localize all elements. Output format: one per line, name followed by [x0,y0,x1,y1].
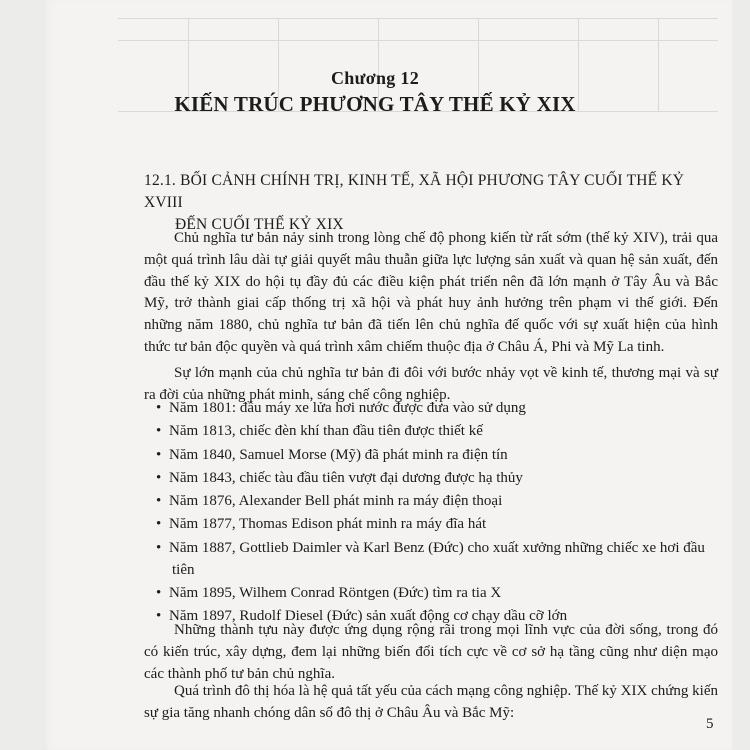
list-item [150,468,718,490]
list-item-text: Năm 1843, chiếc tàu đầu tiên vượt đại dương được hạ thủy [169,469,523,486]
list-item-text: Năm 1895, Wilhem Conrad Röntgen (Đức) tìm ra tia X [169,584,502,601]
list-item [150,398,718,420]
list-item-text: Năm 1887, Gottlieb Daimler và Karl Benz (Đức) cho xuất xưởng những chiếc xe hơi đầu tiên [169,539,705,578]
bullet-icon: • [156,493,162,510]
list-item [150,538,718,582]
bullet-icon: • [156,423,162,440]
bullet-icon: • [156,584,162,601]
list-item [150,491,718,513]
list-item-text: Năm 1897, Rudolf Diesel (Đức) sản xuất động cơ chạy dầu cỡ lớn [169,608,568,625]
paragraph-urbanization: Quá trình đô thị hóa là hệ quả tất yếu của cách mạng công nghiệp. Thế kỷ XIX chứng kiến sự gia tăng nhanh chóng dân số đô thị ở Châu Âu và Bắc Mỹ: [144,683,718,721]
list-item-text: Năm 1877, Thomas Edison phát minh ra máy đĩa hát [169,516,487,533]
bullet-icon: • [156,516,162,533]
paragraph-applications: Những thành tựu này được ứng dụng rộng rãi trong mọi lĩnh vực của đời sống, trong đó có kiến trúc, xây dựng, đem lại những biến đổi tích cực về cơ sở hạ tầng cũng như diện mạo các thành phố tư bản chủ nghĩa. [144,622,718,682]
page-number: 5 [706,716,714,732]
list-item-text: Năm 1876, Alexander Bell phát minh ra máy điện thoại [169,493,503,510]
list-item-text: Năm 1813, chiếc đèn khí than đầu tiên được thiết kế [169,423,483,440]
list-item [150,421,718,443]
bullet-icon: • [156,608,162,625]
section-heading [144,170,704,236]
paragraph-growth: Sự lớn mạnh của chủ nghĩa tư bản đi đôi với bước nhảy vọt về kinh tế, thương mại và sự ra đời của những phát minh, sáng chế công nghiệp. [144,365,718,403]
bullet-icon: • [156,469,162,486]
chapter-label: Chương 12 [331,68,419,88]
paragraph-intro: Chủ nghĩa tư bản nảy sinh trong lòng chế độ phong kiến từ rất sớm (thế kỷ XIV), trải qua một quá trình lâu dài tự giải quyết mâu thuẫn giữa lực lượng sản xuất và quan hệ sản xuất, đến đầu thế kỷ XIX do hội tụ đầy đủ các điều kiện phát triển nên đã lớn mạnh ở Tây Âu và Bắc Mỹ, trở thành giai cấp thống trị xã hội và phát huy ảnh hưởng trên phạm vi thế giới. Đến những năm 1880, chủ nghĩa tư bản đã tiến lên chủ nghĩa đế quốc với sự xuất hiện của hình thức tư bản độc quyền và quá trình xâm chiếm thuộc địa ở Châu Á, Phi và Mỹ La tinh. [144,230,718,355]
list-item [150,514,718,536]
bullet-icon: • [156,446,162,463]
bullet-icon: • [156,539,162,556]
invention-list [150,400,718,629]
chapter-title: KIẾN TRÚC PHƯƠNG TÂY THẾ KỶ XIX [174,92,576,116]
list-item-text: Năm 1840, Samuel Morse (Mỹ) đã phát minh ra điện tín [169,446,508,463]
list-item-text: Năm 1801: đầu máy xe lửa hơi nước được đưa vào sử dụng [169,400,526,416]
section-heading-line2: ĐẾN CUỐI THẾ KỶ XIX [175,216,344,233]
list-item [150,583,718,605]
bullet-icon: • [156,400,162,416]
list-item [150,445,718,467]
section-heading-line1: 12.1. BỐI CẢNH CHÍNH TRỊ, KINH TẾ, XÃ HỘI PHƯƠNG TÂY CUỐI THẾ KỶ XVIII [144,172,685,211]
